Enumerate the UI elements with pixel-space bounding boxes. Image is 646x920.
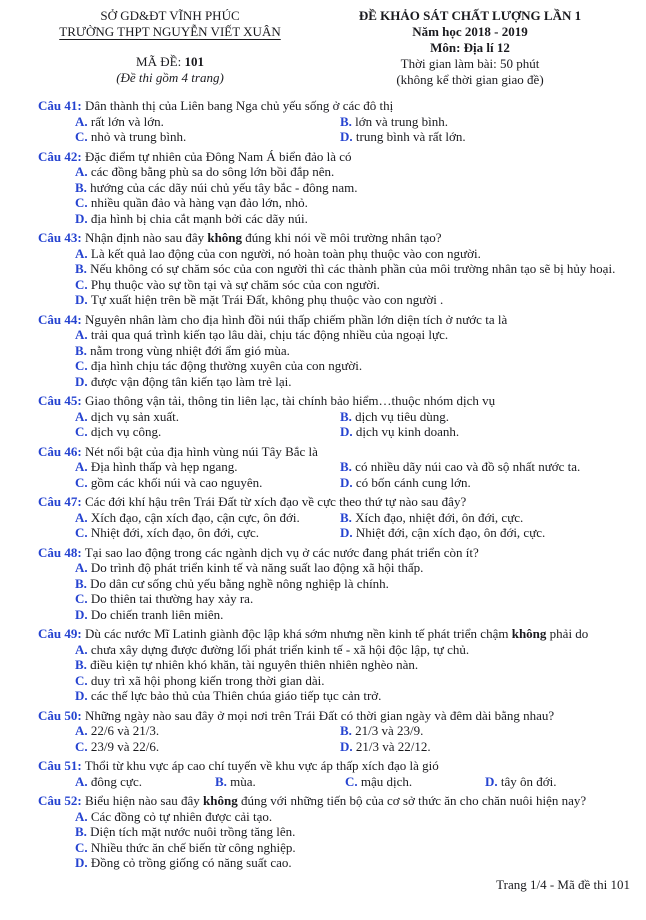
question-text: Đặc điểm tự nhiên của Đông Nam Á biển đảo là có — [84, 148, 352, 164]
option-letter: D. — [75, 373, 88, 389]
option-b — [340, 409, 638, 425]
option-c — [75, 129, 340, 145]
option-letter: D. — [340, 424, 353, 439]
question — [38, 444, 638, 491]
exam-code-label: MÃ ĐỀ: — [136, 54, 182, 69]
option-c — [38, 358, 638, 374]
question — [38, 793, 638, 871]
question-text: đúng với những tiến bộ của cơ sở thức ăn cho chăn nuôi hiện nay? — [237, 793, 587, 808]
option-a — [75, 409, 340, 425]
question-number: Câu 48: — [38, 544, 82, 560]
option-letter: C. — [75, 591, 88, 606]
option-text: nhiều quần đảo và hàng vạn đảo lớn, nhỏ. — [87, 195, 308, 210]
question-stem — [38, 98, 638, 114]
option-letter: B. — [340, 509, 352, 525]
option-c — [38, 840, 638, 856]
option-letter: C. — [75, 129, 88, 144]
option-letter: D. — [75, 855, 88, 870]
option-text: Do chiến tranh liên miên. — [87, 606, 224, 622]
exam-header — [38, 8, 638, 88]
option-a — [38, 560, 638, 576]
option-text: có bốn cánh cung lớn. — [352, 474, 471, 490]
option-text: các đồng bằng phù sa do sông lớn bồi đắp nên. — [87, 164, 335, 179]
option-c — [345, 774, 485, 790]
option-text: 23/9 và 22/6. — [87, 738, 160, 754]
option-letter: C. — [75, 525, 88, 540]
exam-code-line — [38, 54, 302, 70]
question-number: Câu 49: — [38, 626, 82, 641]
option-c — [38, 195, 638, 211]
question-stem — [38, 312, 638, 328]
option-letter: B. — [75, 261, 87, 276]
question-text: Nguyên nhân làm cho địa hình đồi núi thấp chiếm phần lớn diện tích ở nước ta là — [84, 311, 508, 327]
question — [38, 393, 638, 440]
option-c — [75, 424, 340, 440]
option-text: trải qua quá trình kiến tạo lâu dài, chịu tác động nhiều của ngoại lực. — [87, 327, 449, 342]
question-number: Câu 41: — [38, 98, 82, 113]
option-c — [38, 277, 638, 293]
option-c — [75, 475, 340, 491]
option-text: Xích đạo, nhiệt đới, ôn đới, cực. — [351, 509, 524, 525]
option-text: nhỏ và trung bình. — [87, 129, 187, 144]
question-stem — [38, 230, 638, 246]
options — [38, 809, 638, 871]
option-b — [38, 657, 638, 673]
question-text: phải do — [546, 626, 589, 641]
exam-duration: Thời gian làm bài: 50 phút — [400, 56, 540, 71]
option-text: Nhiệt đới, cận xích đạo, ôn đới, cực. — [352, 525, 546, 540]
option-d — [340, 739, 638, 755]
question-text: không — [207, 230, 243, 245]
option-letter: A. — [75, 808, 88, 824]
option-letter: C. — [75, 672, 88, 688]
option-letter: D. — [340, 525, 353, 540]
option-text: được vận động tân kiến tạo làm trẻ lại. — [87, 373, 292, 389]
option-a — [38, 164, 638, 180]
option-letter: A. — [75, 509, 88, 525]
option-text: Nhiệt đới, xích đạo, ôn đới, cực. — [87, 525, 259, 540]
question-stem — [38, 708, 638, 724]
option-text: rất lớn và lớn. — [87, 113, 164, 129]
option-letter: B. — [75, 824, 87, 839]
option-text: Đồng cỏ trồng giống có năng suất cao. — [87, 855, 292, 870]
option-letter: A. — [75, 723, 88, 738]
option-d — [340, 475, 638, 491]
option-text: đông cực. — [87, 773, 142, 789]
option-letter: A. — [75, 245, 88, 261]
options — [38, 246, 638, 308]
question-stem — [38, 545, 638, 561]
option-b — [38, 343, 638, 359]
question-text: Tại sao lao động trong các ngành dịch vụ ở các nước đang phát triển còn ít? — [84, 544, 479, 560]
option-letter: D. — [75, 210, 88, 226]
question — [38, 149, 638, 227]
option-letter: B. — [75, 342, 87, 358]
option-letter: D. — [75, 292, 88, 307]
question-text: đúng khi nói về môi trường nhân tạo? — [242, 230, 442, 245]
option-text: địa hình chịu tác động thường xuyên của con người. — [87, 358, 363, 373]
question — [38, 708, 638, 755]
option-letter: D. — [75, 606, 88, 622]
department-name: SỞ GD&ĐT VĨNH PHÚC — [100, 8, 240, 23]
option-text: địa hình bị chia cắt mạnh bởi các dãy núi. — [87, 210, 308, 226]
option-letter: D. — [340, 738, 353, 754]
option-a — [38, 246, 638, 262]
question-number: Câu 47: — [38, 494, 82, 509]
question-stem — [38, 494, 638, 510]
exam-title: ĐỀ KHẢO SÁT CHẤT LƯỢNG LẦN 1 — [358, 8, 582, 23]
option-text: dịch vụ sản xuất. — [87, 408, 179, 424]
option-letter: B. — [215, 773, 227, 789]
options — [75, 510, 638, 541]
options — [75, 459, 638, 490]
option-letter: C. — [75, 424, 88, 439]
option-text: dịch vụ tiêu dùng. — [351, 408, 450, 424]
option-letter: C. — [75, 276, 88, 292]
option-b — [38, 824, 638, 840]
option-d — [38, 607, 638, 623]
option-letter: A. — [75, 327, 88, 342]
option-d — [485, 774, 638, 790]
page-footer — [38, 877, 638, 893]
option-text: Nhiều thức ăn chế biến từ công nghiệp. — [87, 839, 296, 855]
options — [38, 560, 638, 622]
question-text: Nét nổi bật của địa hình vùng núi Tây Bắc là — [84, 443, 318, 459]
question-stem — [38, 149, 638, 165]
option-d — [38, 688, 638, 704]
subject-name: Môn: Địa lí 12 — [430, 40, 510, 55]
option-letter: D. — [485, 773, 498, 789]
option-text: Do thiên tai thường hay xảy ra. — [87, 591, 254, 606]
option-text: Các đồng cỏ tự nhiên được cải tạo. — [87, 808, 273, 824]
option-text: Diện tích mặt nước nuôi trồng tăng lên. — [86, 824, 296, 839]
option-d — [340, 129, 638, 145]
option-d — [38, 211, 638, 227]
question-text: Thổi từ khu vực áp cao chí tuyến về khu vực áp thấp xích đạo là gió — [84, 758, 439, 773]
question-text: không — [203, 793, 238, 808]
questions-list — [38, 98, 638, 871]
option-text: Do dân cư sống chủ yếu bằng nghề nông nghiệp là chính. — [86, 575, 389, 591]
option-c — [38, 673, 638, 689]
question-text: Những ngày nào sau đây ở mọi nơi trên Trái Đất có thời gian ngày và đêm dài bằng nhau? — [84, 707, 555, 723]
option-d — [340, 424, 638, 440]
question — [38, 230, 638, 308]
option-b — [340, 510, 638, 526]
option-text: lớn và trung bình. — [351, 113, 448, 129]
option-letter: A. — [75, 560, 88, 575]
option-letter: B. — [75, 575, 87, 591]
option-letter: C. — [75, 738, 88, 754]
option-a — [75, 459, 340, 475]
option-letter: C. — [75, 474, 88, 490]
option-c — [38, 591, 638, 607]
option-text: điều kiện tự nhiên khó khăn, tài nguyên thiên nhiên nghèo nàn. — [86, 657, 419, 672]
option-letter: C. — [75, 195, 88, 210]
option-text: dịch vụ công. — [87, 424, 162, 439]
option-letter: C. — [75, 358, 88, 373]
question-number: Câu 46: — [38, 443, 82, 459]
option-text: nằm trong vùng nhiệt đới ẩm gió mùa. — [86, 342, 290, 358]
question-text: Các đới khí hậu trên Trái Đất từ xích đạo về cực theo thứ tự nào sau đây? — [84, 494, 467, 509]
duration-note: (không kể thời gian giao đề) — [396, 72, 544, 87]
option-a — [38, 327, 638, 343]
option-text: gồm các khối núi và cao nguyên. — [87, 474, 263, 490]
header-right — [302, 8, 638, 88]
option-letter: A. — [75, 113, 88, 129]
options — [75, 723, 638, 754]
option-a — [75, 114, 340, 130]
option-text: mậu dịch. — [357, 773, 413, 789]
options — [38, 164, 638, 226]
option-b — [38, 576, 638, 592]
option-text: 21/3 và 22/12. — [352, 738, 431, 754]
option-text: Địa hình thấp và hẹp ngang. — [87, 459, 238, 474]
question-stem — [38, 793, 638, 809]
question-text: Biểu hiện nào sau đây — [84, 793, 204, 808]
option-a — [38, 809, 638, 825]
option-text: trung bình và rất lớn. — [352, 129, 466, 144]
option-text: hướng của các dãy núi chủ yếu tây bắc - đông nam. — [86, 179, 358, 195]
question-text: Dù các nước Mĩ Latinh giành độc lập khá sớm nhưng nền kinh tế phát triển chậm — [84, 626, 512, 641]
option-b — [38, 261, 638, 277]
option-text: Do trình độ phát triển kinh tế và năng suất lao động xã hội thấp. — [87, 560, 424, 575]
options — [75, 409, 638, 440]
pages-note: (Đề thi gồm 4 trang) — [116, 70, 224, 85]
option-a — [75, 510, 340, 526]
option-letter: A. — [75, 641, 88, 657]
exam-code-value: 101 — [184, 54, 204, 69]
option-text: Nếu không có sự chăm sóc của con người thì các thành phần của môi trường nhân tạo sẽ bị hủy hoại. — [86, 261, 616, 276]
question — [38, 98, 638, 145]
header-left — [38, 8, 302, 88]
question — [38, 545, 638, 623]
option-letter: B. — [340, 113, 352, 129]
page-number: Trang 1/4 - Mã đề thi 101 — [496, 876, 630, 892]
option-text: 22/6 và 21/3. — [87, 723, 160, 738]
question-text: Giao thông vận tải, thông tin liên lạc, tài chính bảo hiểm…thuộc nhóm dịch vụ — [84, 393, 496, 408]
question-text: Dân thành thị của Liên bang Nga chủ yếu sống ở các đô thị — [84, 98, 394, 113]
options — [75, 774, 638, 790]
option-text: mùa. — [226, 773, 256, 789]
option-b — [340, 723, 638, 739]
option-text: 21/3 và 23/9. — [351, 723, 424, 738]
school-year: Năm học 2018 - 2019 — [412, 24, 528, 39]
option-text: các thế lực bảo thủ của Thiên chúa giáo tiếp tục cản trở. — [87, 688, 382, 703]
options — [38, 642, 638, 704]
question-stem — [38, 626, 638, 642]
option-letter: B. — [75, 179, 87, 195]
option-letter: B. — [75, 657, 87, 672]
option-letter: D. — [340, 129, 353, 144]
option-letter: C. — [75, 839, 88, 855]
option-a — [38, 642, 638, 658]
question-text: không — [511, 626, 547, 641]
school-name: TRƯỜNG THPT NGUYỄN VIẾT XUÂN — [59, 24, 281, 39]
question — [38, 758, 638, 789]
question-number: Câu 42: — [38, 148, 82, 164]
option-a — [75, 774, 215, 790]
option-d — [38, 374, 638, 390]
options — [38, 327, 638, 389]
question-number: Câu 50: — [38, 707, 82, 723]
option-c — [75, 739, 340, 755]
question-stem — [38, 393, 638, 409]
option-b — [215, 774, 345, 790]
option-b — [340, 114, 638, 130]
question-stem — [38, 444, 638, 460]
option-letter: B. — [340, 723, 352, 738]
option-letter: B. — [340, 408, 352, 424]
option-text: chưa xây dựng được đường lối phát triển kinh tế - xã hội độc lập, tự chủ. — [87, 641, 470, 657]
question — [38, 494, 638, 541]
question-number: Câu 44: — [38, 311, 82, 327]
option-text: Xích đạo, cận xích đạo, cận cực, ôn đới. — [87, 509, 300, 525]
question-number: Câu 45: — [38, 393, 82, 408]
option-d — [38, 292, 638, 308]
option-a — [75, 723, 340, 739]
option-d — [38, 855, 638, 871]
option-d — [340, 525, 638, 541]
option-letter: B. — [340, 459, 352, 474]
option-letter: A. — [75, 164, 88, 179]
option-letter: D. — [75, 688, 88, 703]
option-letter: C. — [345, 773, 358, 789]
option-letter: A. — [75, 459, 88, 474]
question-number: Câu 43: — [38, 230, 82, 245]
question — [38, 312, 638, 390]
question-number: Câu 51: — [38, 758, 82, 773]
question-stem — [38, 758, 638, 774]
option-letter: A. — [75, 773, 88, 789]
option-text: dịch vụ kinh doanh. — [352, 424, 460, 439]
question-number: Câu 52: — [38, 793, 82, 808]
option-text: có nhiều dãy núi cao và đồ sộ nhất nước ta. — [351, 459, 581, 474]
option-text: tây ôn đới. — [497, 773, 557, 789]
options — [75, 114, 638, 145]
option-b — [340, 459, 638, 475]
question-text: Nhận định nào sau đây — [84, 230, 208, 245]
option-letter: A. — [75, 408, 88, 424]
option-text: duy trì xã hội phong kiến trong thời gian dài. — [87, 672, 325, 688]
option-letter: D. — [340, 474, 353, 490]
option-text: Tự xuất hiện trên bề mặt Trái Đất, không phụ thuộc vào con người . — [87, 292, 444, 307]
option-text: Phụ thuộc vào sự tồn tại và sự chăm sóc của con người. — [87, 276, 380, 292]
option-text: Là kết quả lao động của con người, nó hoàn toàn phụ thuộc vào con người. — [87, 245, 481, 261]
option-b — [38, 180, 638, 196]
question — [38, 626, 638, 704]
option-c — [75, 525, 340, 541]
